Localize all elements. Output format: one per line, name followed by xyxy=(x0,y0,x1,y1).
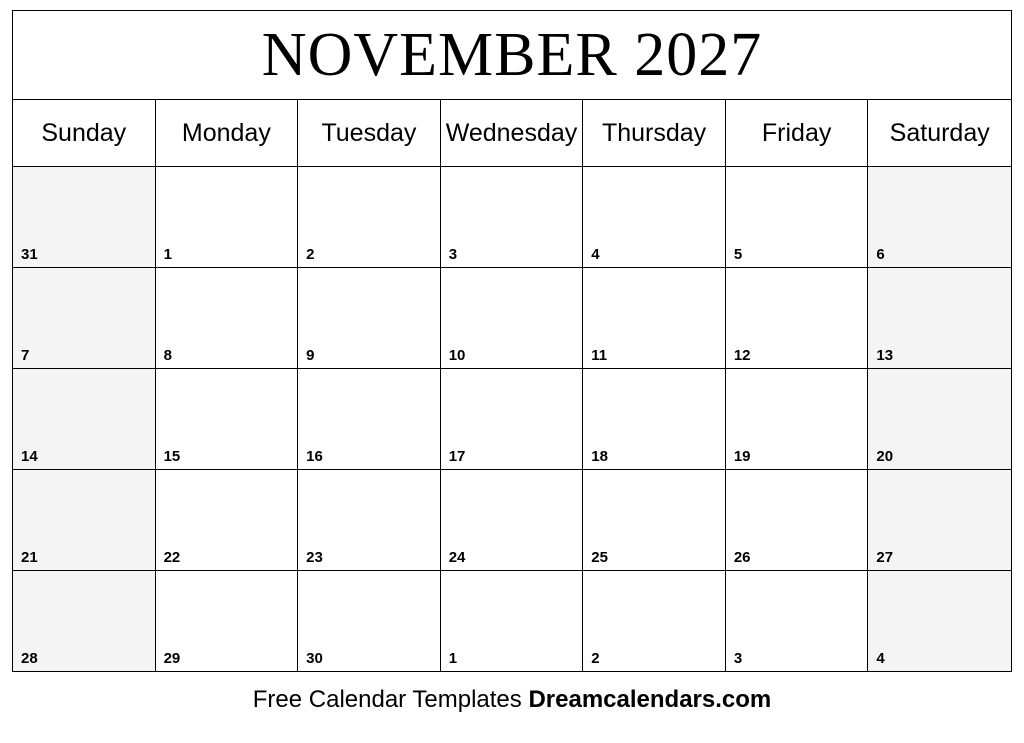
calendar-day-cell[interactable] xyxy=(868,167,1011,267)
page-title: NOVEMBER 2027 xyxy=(261,21,763,89)
day-number: 31 xyxy=(21,246,38,263)
calendar-day-cell[interactable] xyxy=(441,571,584,671)
calendar-day-cell[interactable] xyxy=(868,268,1011,368)
day-number: 27 xyxy=(876,549,894,566)
calendar-weeks xyxy=(13,167,1011,671)
day-number: 21 xyxy=(21,549,38,566)
calendar-day-cell[interactable] xyxy=(298,268,441,368)
calendar-day-cell[interactable] xyxy=(583,470,726,570)
calendar-week-row xyxy=(13,571,1011,671)
day-number: 3 xyxy=(448,246,458,263)
calendar-day-cell[interactable] xyxy=(156,470,299,570)
calendar-day-cell[interactable] xyxy=(13,167,156,267)
calendar-week-row xyxy=(13,167,1011,268)
calendar-day-cell[interactable] xyxy=(726,268,869,368)
calendar-day-cell[interactable] xyxy=(726,167,869,267)
calendar-day-cell[interactable] xyxy=(726,470,869,570)
day-number: 3 xyxy=(733,650,743,667)
day-number: 16 xyxy=(306,448,323,465)
footer-brand: Dreamcalendars.com xyxy=(528,686,772,713)
calendar-day-cell[interactable] xyxy=(13,268,156,368)
calendar-week-row xyxy=(13,369,1011,470)
day-number: 4 xyxy=(591,246,600,263)
day-number: 9 xyxy=(306,347,315,364)
day-number: 30 xyxy=(306,650,323,667)
day-number: 25 xyxy=(591,549,608,566)
day-number: 10 xyxy=(448,347,466,364)
calendar-day-cell[interactable] xyxy=(298,369,441,469)
calendar-day-cell[interactable] xyxy=(583,167,726,267)
day-number: 28 xyxy=(21,650,38,667)
day-number: 17 xyxy=(448,448,466,465)
weekday-header-row xyxy=(13,100,1011,167)
weekday-header-saturday: Saturday xyxy=(868,100,1011,166)
day-number: 11 xyxy=(591,347,608,364)
day-number: 6 xyxy=(876,246,885,263)
day-number: 2 xyxy=(306,246,315,263)
calendar-day-cell[interactable] xyxy=(156,369,299,469)
calendar-day-cell[interactable] xyxy=(868,571,1011,671)
day-number: 14 xyxy=(21,448,38,465)
calendar-day-cell[interactable] xyxy=(156,571,299,671)
calendar-day-cell[interactable] xyxy=(868,470,1011,570)
calendar-day-cell[interactable] xyxy=(13,369,156,469)
weekday-header-tuesday: Tuesday xyxy=(298,100,441,166)
calendar-title-row xyxy=(13,11,1011,100)
weekday-header-sunday: Sunday xyxy=(13,100,156,166)
calendar-day-cell[interactable] xyxy=(726,369,869,469)
calendar-day-cell[interactable] xyxy=(298,167,441,267)
day-number: 22 xyxy=(163,549,181,566)
weekday-header-thursday: Thursday xyxy=(583,100,726,166)
calendar-day-cell[interactable] xyxy=(868,369,1011,469)
calendar-day-cell[interactable] xyxy=(13,470,156,570)
calendar-day-cell[interactable] xyxy=(726,571,869,671)
day-number: 2 xyxy=(591,650,600,667)
calendar-day-cell[interactable] xyxy=(298,571,441,671)
day-number: 8 xyxy=(163,347,172,364)
calendar-day-cell[interactable] xyxy=(583,571,726,671)
day-number: 1 xyxy=(163,246,172,263)
weekday-header-wednesday: Wednesday xyxy=(441,100,584,166)
day-number: 13 xyxy=(876,347,894,364)
calendar-day-cell[interactable] xyxy=(583,369,726,469)
day-number: 26 xyxy=(733,549,751,566)
weekday-header-friday: Friday xyxy=(726,100,869,166)
calendar-day-cell[interactable] xyxy=(441,167,584,267)
calendar-day-cell[interactable] xyxy=(298,470,441,570)
footer-text: Free Calendar Templates xyxy=(252,686,529,713)
calendar-day-cell[interactable] xyxy=(13,571,156,671)
day-number: 24 xyxy=(448,549,466,566)
day-number: 4 xyxy=(876,650,885,667)
day-number: 12 xyxy=(733,347,751,364)
day-number: 19 xyxy=(733,448,751,465)
day-number: 7 xyxy=(21,347,30,364)
footer xyxy=(12,686,1012,714)
calendar-day-cell[interactable] xyxy=(583,268,726,368)
day-number: 1 xyxy=(448,650,458,667)
weekday-header-monday: Monday xyxy=(156,100,299,166)
calendar-day-cell[interactable] xyxy=(441,369,584,469)
day-number: 15 xyxy=(163,448,181,465)
calendar-day-cell[interactable] xyxy=(441,470,584,570)
day-number: 23 xyxy=(306,549,323,566)
day-number: 29 xyxy=(163,650,181,667)
calendar-table xyxy=(12,10,1012,672)
day-number: 18 xyxy=(591,448,608,465)
calendar-day-cell[interactable] xyxy=(441,268,584,368)
day-number: 20 xyxy=(876,448,894,465)
calendar-day-cell[interactable] xyxy=(156,268,299,368)
day-number: 5 xyxy=(733,246,743,263)
calendar-day-cell[interactable] xyxy=(156,167,299,267)
calendar-week-row xyxy=(13,470,1011,571)
calendar-week-row xyxy=(13,268,1011,369)
